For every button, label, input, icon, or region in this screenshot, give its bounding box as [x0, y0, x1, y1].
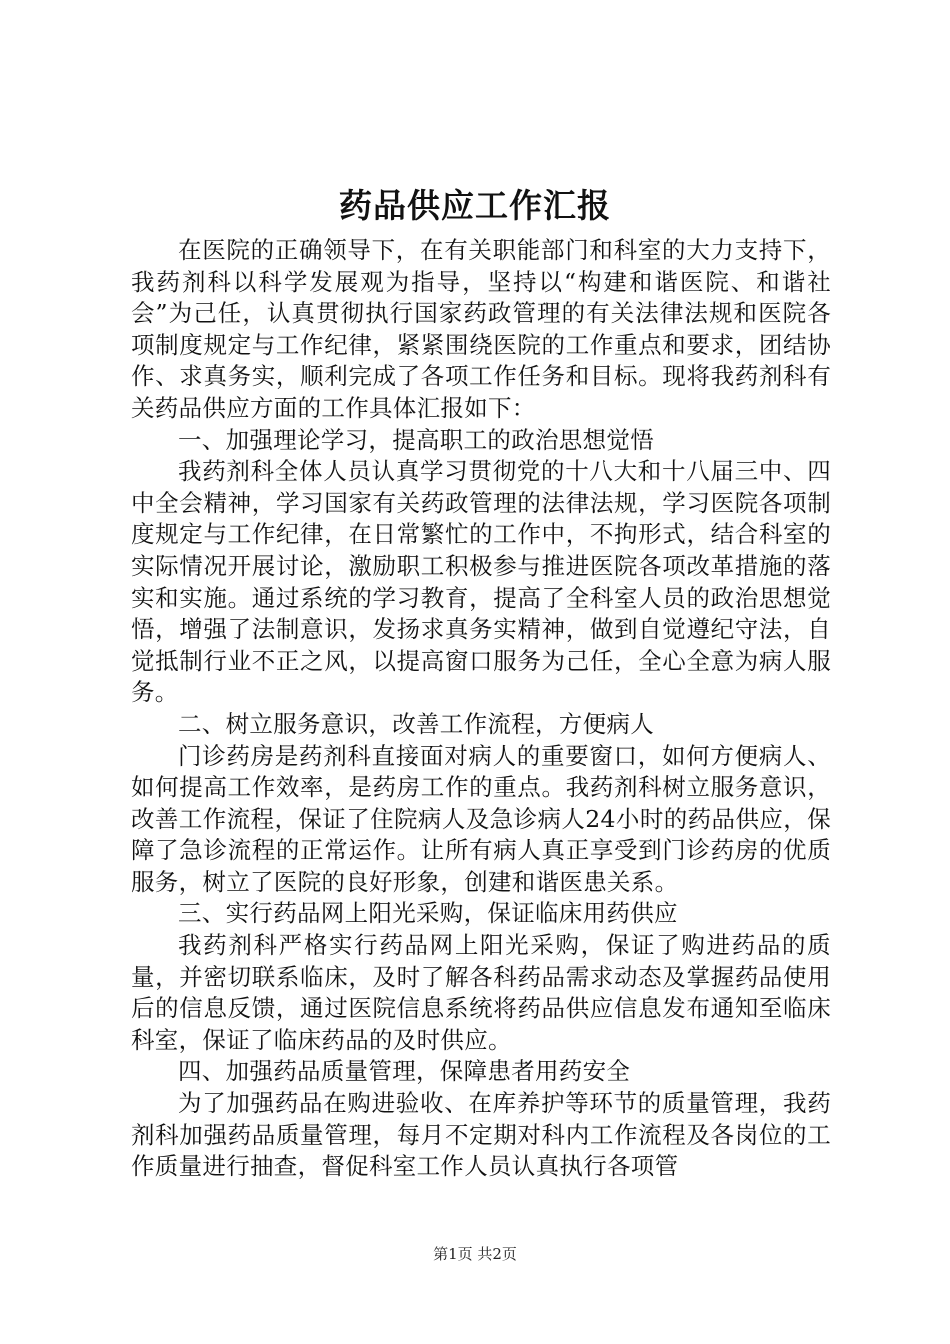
section-heading-3: 三、实行药品网上阳光采购，保证临床用药供应	[178, 899, 678, 928]
section-heading-2: 二、树立服务意识，改善工作流程，方便病人	[178, 709, 654, 738]
document-title: 药品供应工作汇报	[339, 186, 611, 225]
section-paragraph-1: 我药剂科全体人员认真学习贯彻党的十八大和十八届三中、四中全会精神，学习国家有关药政管理的法律法规，学习医院各项制度规定与工作纪律，在日常繁忙的工作中，不拘形式，结合科室的实际情况开展讨论，激励职工积极参与推进医院各项改革措施的落实和实施。通过系统的学习教育，提高了全科室人员的政治思想觉悟，增强了法制意识，发扬求真务实精神，做到自觉遵纪守法，自觉抵制行业不正之风，以提高窗口服务为己任，全心全意为病人服务。	[131, 457, 831, 707]
intro-paragraph: 在医院的正确领导下，在有关职能部门和科室的大力支持下，我药剂科以科学发展观为指导，坚持以“构建和谐医院、和谐社会”为己任，认真贯彻执行国家药政管理的有关法律法规和医院各项制度规定与工作纪律，紧紧围绕医院的工作重点和要求，团结协作、求真务实，顺利完成了各项工作任务和目标。现将我药剂科有关药品供应方面的工作具体汇报如下：	[131, 236, 831, 422]
page-footer: 第1页 共2页	[433, 1245, 517, 1263]
section-paragraph-3: 我药剂科严格实行药品网上阳光采购，保证了购进药品的质量，并密切联系临床，及时了解各科药品需求动态及掌握药品使用后的信息反馈，通过医院信息系统将药品供应信息发布通知至临床科室，保证了临床药品的及时供应。	[131, 931, 831, 1054]
document-body	[131, 235, 831, 1183]
section-paragraph-4: 为了加强药品在购进验收、在库养护等环节的质量管理，我药剂科加强药品质量管理，每月不定期对科内工作流程及各岗位的工作质量进行抽查，督促科室工作人员认真执行各项管	[131, 1089, 831, 1181]
section-heading-1: 一、加强理论学习，提高职工的政治思想觉悟	[178, 425, 654, 454]
section-paragraph-2: 门诊药房是药剂科直接面对病人的重要窗口，如何方便病人、如何提高工作效率，是药房工作的重点。我药剂科树立服务意识，改善工作流程，保证了住院病人及急诊病人24小时的药品供应，保障了急诊流程的正常运作。让所有病人真正享受到门诊药房的优质服务，树立了医院的良好形象，创建和谐医患关系。	[131, 741, 831, 896]
section-heading-4: 四、加强药品质量管理，保障患者用药安全	[178, 1057, 631, 1086]
